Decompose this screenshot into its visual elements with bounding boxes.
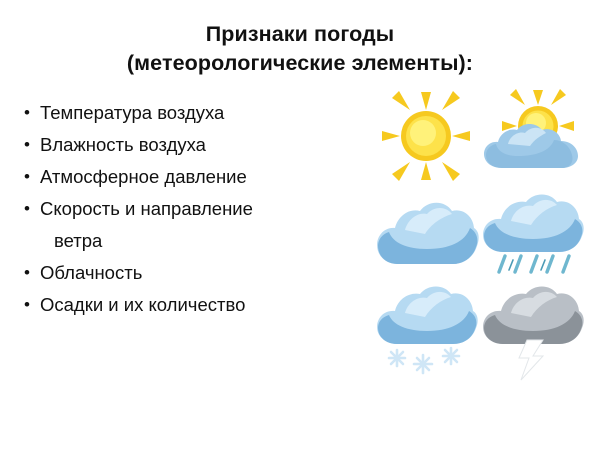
list-item-label: Температура воздуха — [40, 102, 225, 123]
snowflakes — [389, 348, 459, 373]
sun-behind-cloud-icon — [480, 92, 588, 188]
bullet-marker: • — [24, 135, 30, 154]
cloud-icon — [374, 188, 482, 284]
lightning-bolt — [519, 340, 543, 380]
list-item — [24, 196, 384, 221]
bullet-marker: • — [24, 263, 30, 282]
bullet-marker: • — [24, 199, 30, 218]
bullet-list — [24, 100, 384, 324]
list-item-label: Атмосферное давление — [40, 166, 247, 187]
list-item-continuation — [24, 228, 384, 253]
bullet-marker: • — [24, 103, 30, 122]
snow-cloud-icon — [374, 282, 482, 378]
list-item-label: Осадки и их количество — [40, 294, 246, 315]
list-item — [24, 260, 384, 285]
list-item-label: Влажность воздуха — [40, 134, 206, 155]
weather-icon-grid — [372, 92, 594, 382]
sun-icon — [372, 92, 480, 188]
list-item-label: ветра — [54, 230, 103, 251]
page-title-line-1: Признаки погоды — [205, 22, 395, 46]
list-item — [24, 292, 384, 317]
list-item-label: Облачность — [40, 262, 143, 283]
bullet-marker: • — [24, 167, 30, 186]
list-item — [24, 100, 384, 125]
list-item — [24, 132, 384, 157]
bullet-marker: • — [24, 295, 30, 314]
thunderstorm-cloud-icon — [480, 282, 588, 378]
rain-cloud-icon — [480, 188, 588, 284]
page-title-line-2: (метеорологические элементы): — [126, 50, 474, 75]
list-item-label: Скорость и направление — [40, 198, 253, 219]
page-title — [0, 20, 600, 77]
list-item — [24, 164, 384, 189]
